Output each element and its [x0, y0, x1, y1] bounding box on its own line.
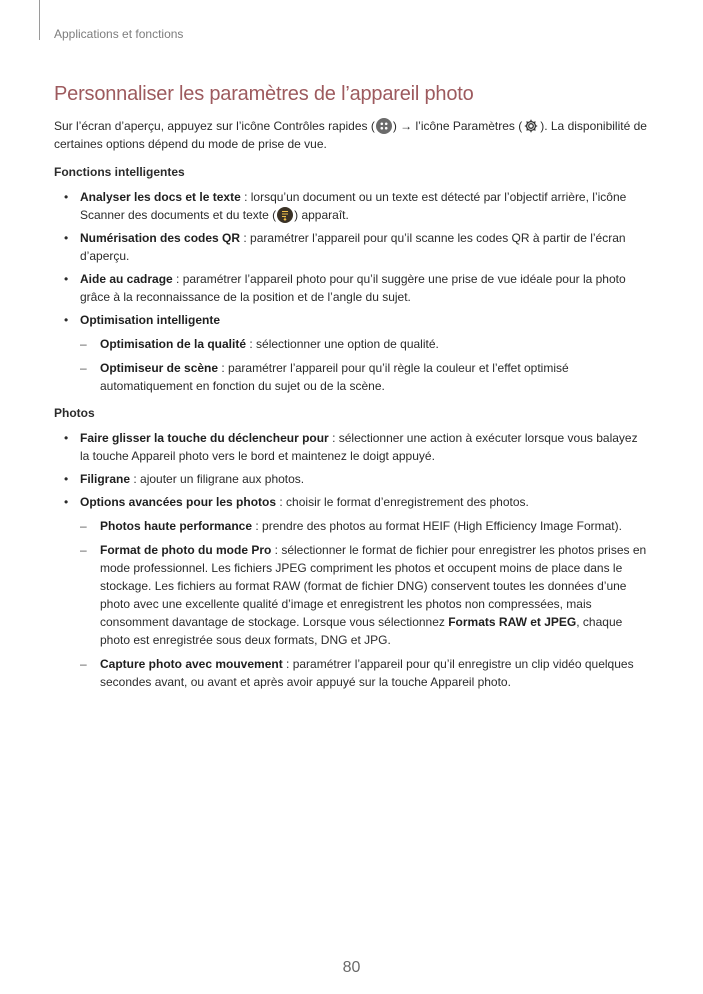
desc: : paramétrer l’appareil pour qu’il enregistre un clip vidéo quelques secondes avant, ou avant et après avoir appuyé sur la touche Appareil photo. — [100, 657, 634, 689]
term: Photos haute performance — [100, 519, 253, 533]
main-content — [54, 80, 650, 700]
list-item — [54, 493, 650, 691]
list-item — [54, 188, 650, 224]
page-number: 80 — [342, 959, 361, 976]
intro-text-1: Sur l’écran d’aperçu, appuyez sur l’icône Contrôles rapides ( — [54, 119, 375, 133]
settings-gear-icon — [523, 118, 539, 134]
term: Analyser les docs et le texte — [80, 190, 241, 204]
desc: : paramétrer l’appareil pour qu’il règle la couleur et l’effet optimisé automatiquement en fonction du sujet ou de la scène. — [100, 361, 569, 393]
header-rule — [39, 0, 40, 40]
term: Optimisation de la qualité — [100, 337, 247, 351]
list-item — [54, 470, 650, 488]
desc: : paramétrer l’appareil pour qu’il scanne les codes QR à partir de l’écran d’aperçu. — [80, 231, 626, 263]
term: Filigrane — [80, 472, 131, 486]
list-item — [54, 270, 650, 306]
desc: , chaque photo est enregistrée sous deux formats, DNG et JPG. — [100, 615, 623, 647]
desc: : ajouter un filigrane aux photos. — [130, 472, 305, 486]
desc: : prendre des photos au format HEIF (High Efficiency Image Format). — [252, 519, 622, 533]
photos-heading: Photos — [54, 406, 95, 420]
intro-text-2: ) → l’icône Paramètres ( — [392, 119, 523, 133]
term: Aide au cadrage — [80, 272, 173, 286]
desc: : paramétrer l’appareil photo pour qu’il suggère une prise de vue idéale pour la photo grâce à la reconnaissance de la position et de l’angle du sujet. — [80, 272, 626, 304]
term: Faire glisser la touche du déclencheur pour — [80, 431, 329, 445]
smart-functions-list — [54, 188, 650, 395]
intro-paragraph — [54, 117, 650, 153]
photos-list — [54, 429, 650, 691]
advanced-sublist — [80, 517, 650, 691]
sub-list-item — [80, 541, 650, 649]
list-item — [54, 311, 650, 395]
sub-list-item — [80, 359, 650, 395]
term: Numérisation des codes QR — [80, 231, 241, 245]
term: Options avancées pour les photos — [80, 495, 277, 509]
quick-controls-icon — [376, 118, 392, 134]
list-item — [54, 229, 650, 265]
desc: ) apparaît. — [294, 208, 349, 222]
desc: : choisir le format d’enregistrement des photos. — [276, 495, 529, 509]
section-label: Applications et fonctions — [54, 27, 184, 41]
list-item — [54, 429, 650, 465]
sub-list-item — [80, 335, 650, 353]
scan-document-icon — [277, 207, 293, 223]
page-title: Personnaliser les paramètres de l’appareil photo — [54, 83, 474, 105]
sub-list-item — [80, 517, 650, 535]
desc: : sélectionner le format de fichier pour enregistrer les photos prises en mode professionnel. Les fichiers JPEG compriment les photos et occupent moins de place dans le stockage. Les fichiers au format RAW (format de fichier DNG) conservent toutes les données d’une photo avec une excellente qualité d’image et enregistrent les photos non compressées, mais consomment davantage de stockage. Lorsque vous sélectionnez — [100, 543, 647, 629]
term: Optimiseur de scène — [100, 361, 219, 375]
intro-text-3: ). La disponibilité de certaines options dépend du mode de prise de vue. — [54, 119, 647, 151]
sub-list-item — [80, 655, 650, 691]
term: Capture photo avec mouvement — [100, 657, 283, 671]
desc: : lorsqu’un document ou un texte est détecté par l’objectif arrière, l’icône Scanner des documents et du texte ( — [80, 190, 627, 222]
desc: : sélectionner une action à exécuter lorsque vous balayez la touche Appareil photo vers le bord et maintenez le doigt appuyé. — [80, 431, 638, 463]
optimization-sublist — [80, 335, 650, 395]
smart-functions-heading: Fonctions intelligentes — [54, 165, 185, 179]
term: Optimisation intelligente — [80, 313, 221, 327]
term: Formats RAW et JPEG — [448, 615, 577, 629]
desc: : sélectionner une option de qualité. — [246, 337, 439, 351]
term: Format de photo du mode Pro — [100, 543, 272, 557]
